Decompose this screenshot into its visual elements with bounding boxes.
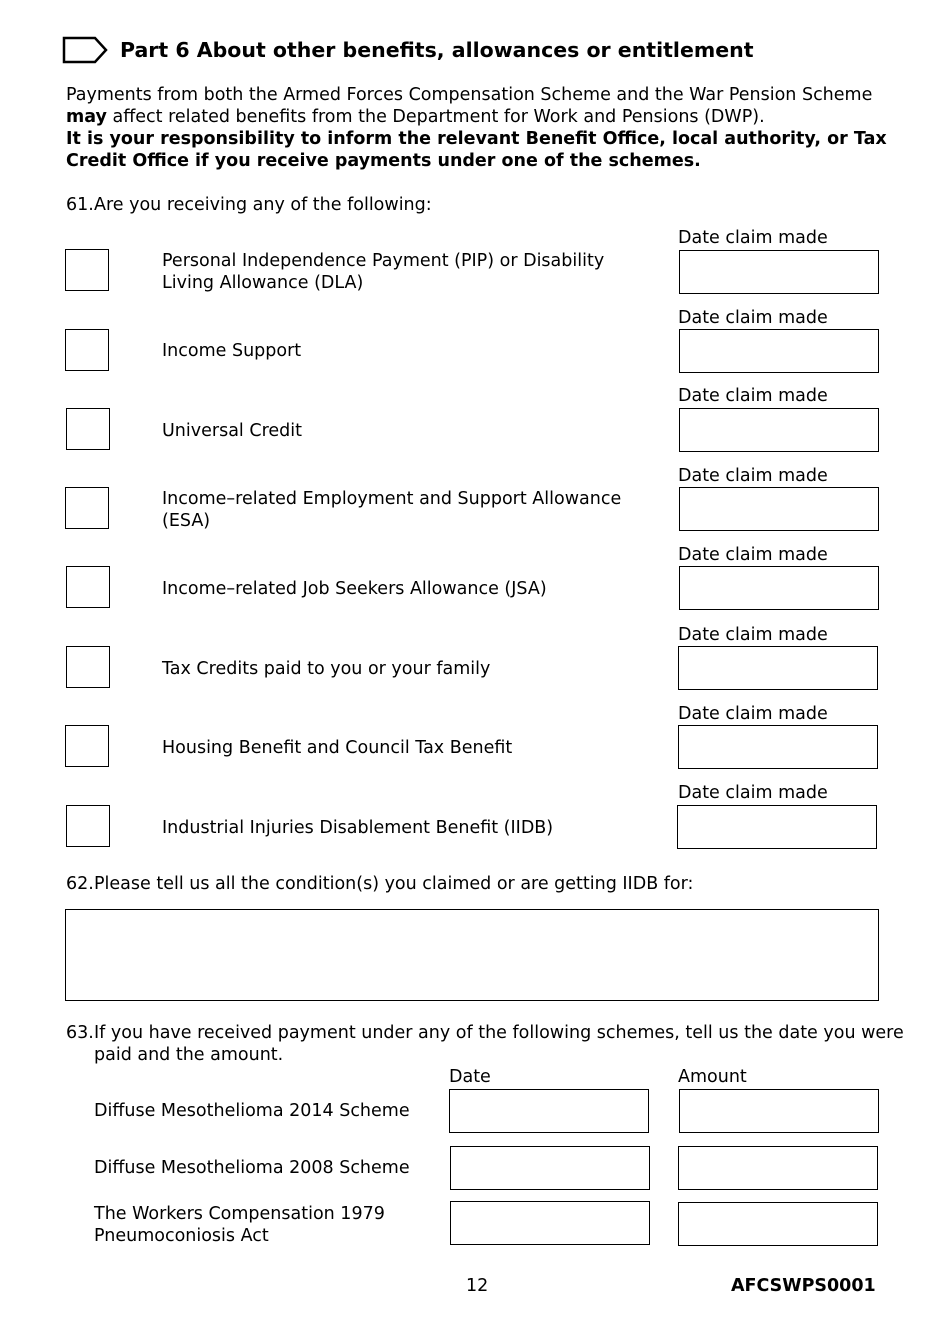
benefit-checkbox-jsa[interactable] <box>66 566 110 608</box>
scheme-date-input[interactable] <box>450 1146 650 1190</box>
date-claim-input[interactable] <box>679 487 879 531</box>
date-claim-label: Date claim made <box>678 545 828 565</box>
benefit-label: Income–related Employment and Support Allowance <box>162 489 622 509</box>
date-claim-label: Date claim made <box>678 228 828 248</box>
intro-line-2 <box>66 106 765 128</box>
q61-number: 61. <box>66 195 94 215</box>
benefit-checkbox-esa[interactable] <box>65 487 109 529</box>
scheme-label-line2: Pneumoconiosis Act <box>94 1226 269 1246</box>
warning-line-2: Credit Office if you receive payments under one of the schemes. <box>66 151 701 171</box>
date-claim-label: Date claim made <box>678 625 828 645</box>
benefit-label: Income–related Job Seekers Allowance (JSA) <box>162 579 547 599</box>
q62-question: Please tell us all the condition(s) you claimed or are getting IIDB for: <box>94 874 694 894</box>
intro-may: may <box>66 107 107 127</box>
scheme-label: Diffuse Mesothelioma 2008 Scheme <box>94 1158 410 1178</box>
benefit-label: Income Support <box>162 341 302 361</box>
benefit-label: Personal Independence Payment (PIP) or Disability <box>162 251 605 271</box>
intro-line-2-rest: affect related benefits from the Department for Work and Pensions (DWP). <box>106 107 765 127</box>
benefit-checkbox-income-support[interactable] <box>65 329 109 371</box>
date-claim-input[interactable] <box>679 408 879 452</box>
q61-question: Are you receiving any of the following: <box>94 195 432 215</box>
date-claim-input[interactable] <box>678 725 878 769</box>
scheme-amount-input[interactable] <box>678 1202 878 1246</box>
intro-line-1: Payments from both the Armed Forces Compensation Scheme and the War Pension Scheme <box>66 85 873 105</box>
benefit-label: Industrial Injuries Disablement Benefit (IIDB) <box>162 818 554 838</box>
benefit-checkbox-tax-credits[interactable] <box>66 646 110 688</box>
scheme-amount-input[interactable] <box>678 1146 878 1190</box>
scheme-amount-input[interactable] <box>679 1089 879 1133</box>
benefit-label: Tax Credits paid to you or your family <box>162 659 491 679</box>
scheme-label: Diffuse Mesothelioma 2014 Scheme <box>94 1101 410 1121</box>
date-column-header: Date <box>449 1067 491 1087</box>
benefit-label: Housing Benefit and Council Tax Benefit <box>162 738 513 758</box>
date-claim-label: Date claim made <box>678 783 828 803</box>
benefit-label: Universal Credit <box>162 421 302 441</box>
amount-column-header: Amount <box>678 1067 747 1087</box>
q63-number: 63. <box>66 1023 94 1043</box>
scheme-label: The Workers Compensation 1979 <box>94 1204 385 1224</box>
date-claim-label: Date claim made <box>678 308 828 328</box>
scheme-date-input[interactable] <box>450 1201 650 1245</box>
warning-line-1: It is your responsibility to inform the relevant Benefit Office, local authority, or Tax <box>66 129 887 149</box>
q63-question-line-1: If you have received payment under any of the following schemes, tell us the date you were <box>94 1023 904 1043</box>
section-title: Part 6 About other benefits, allowances or entitlement <box>120 38 754 62</box>
benefit-label-line2: (ESA) <box>162 511 211 531</box>
benefit-checkbox-housing-benefit[interactable] <box>65 725 109 767</box>
date-claim-input[interactable] <box>679 250 879 294</box>
benefit-checkbox-iidb[interactable] <box>66 805 110 847</box>
benefit-label-line2: Living Allowance (DLA) <box>162 273 364 293</box>
date-claim-input[interactable] <box>677 805 877 849</box>
section-tag-icon <box>62 36 108 64</box>
date-claim-label: Date claim made <box>678 466 828 486</box>
benefit-checkbox-universal-credit[interactable] <box>66 408 110 450</box>
q63-question-line-2: paid and the amount. <box>94 1045 284 1065</box>
form-code: AFCSWPS0001 <box>731 1276 876 1296</box>
scheme-date-input[interactable] <box>449 1089 649 1133</box>
date-claim-input[interactable] <box>679 566 879 610</box>
iidb-conditions-textarea[interactable] <box>65 909 879 1001</box>
date-claim-label: Date claim made <box>678 386 828 406</box>
date-claim-label: Date claim made <box>678 704 828 724</box>
page-number: 12 <box>466 1276 489 1296</box>
q62-number: 62. <box>66 874 94 894</box>
benefit-checkbox-pip-dla[interactable] <box>65 249 109 291</box>
date-claim-input[interactable] <box>678 646 878 690</box>
date-claim-input[interactable] <box>679 329 879 373</box>
